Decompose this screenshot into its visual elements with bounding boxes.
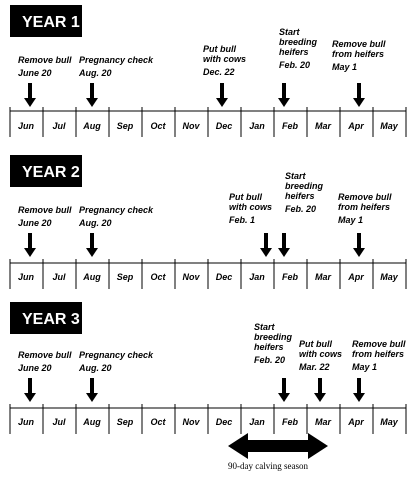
event-date: June 20 [18,68,52,78]
month-label: Dec [215,121,233,131]
event-label: Put bull [299,339,332,349]
year-3-event-pregnancy-check [78,350,154,373]
year-2-event-start-breeding-heifers [285,171,324,214]
event-date: Aug. 20 [79,363,112,373]
year-3-event-put-bull-with-cows [299,339,342,372]
event-date: June 20 [18,218,52,228]
year-3-arrow-remove-bull-heifers [353,378,365,402]
month-label: May [380,272,398,282]
event-label: Remove bull [352,339,406,349]
month-label: Jul [52,272,66,282]
month-label: Dec [215,417,233,427]
event-label: Remove bull [18,350,72,360]
month-label: May [380,121,398,131]
event-label: Remove bull [18,55,72,65]
year-2-event-pregnancy-check [78,205,154,228]
month-label: Jan [249,417,265,427]
event-label: Start [279,27,300,37]
year-3-event-remove-bull-from-heifers [352,339,406,372]
year-1-arrow-remove-bull [24,83,36,107]
month-label: Apr [348,417,364,427]
year-1-event-start-breeding-heifers [279,27,318,70]
month-label: Jan [249,121,265,131]
event-label: from heifers [352,349,405,359]
year-1-event-put-bull-with-cows [203,44,246,77]
year-1-timeline [10,107,406,137]
month-label: Feb [281,272,299,282]
event-label: Remove bull [332,39,386,49]
event-label: Remove bull [338,192,392,202]
year-2-arrow-pregnancy-check [86,233,98,257]
month-label: Sep [116,272,134,282]
event-label: with cows [299,349,343,359]
month-label: Aug [83,121,101,131]
event-date: Aug. 20 [79,68,112,78]
month-label: Apr [348,121,364,131]
year-2-arrow-remove-bull [24,233,36,257]
year-3-arrow-remove-bull [24,378,36,402]
year-1-arrow-pregnancy-check [86,83,98,107]
year-3-panel [10,302,406,471]
event-date: May 1 [338,215,364,225]
year-2-panel [10,155,406,289]
year-2-event-put-bull-with-cows [229,192,272,225]
month-label: Apr [348,272,364,282]
year-1-arrow-start-breeding [278,83,290,107]
month-label: Oct [150,121,166,131]
event-date: May 1 [352,362,378,372]
year-2-arrow-start-breeding [278,233,290,257]
month-label: Mar [314,272,332,282]
calving-season-double-arrow [228,433,328,459]
event-date: Feb. 20 [279,60,311,70]
month-label: Jun [17,272,35,282]
year-2-timeline [10,259,406,289]
year-1-event-remove-bull-from-heifers [332,39,386,72]
event-label: with cows [229,202,273,212]
event-date: Aug. 20 [79,218,112,228]
event-label: breeding [285,181,324,191]
event-date: Feb. 20 [285,204,317,214]
event-label: Pregnancy check [79,55,154,65]
month-label: Nov [182,121,200,131]
event-label: breeding [279,37,318,47]
month-label: Feb [281,417,299,427]
year-1-arrow-remove-bull-heifers [353,83,365,107]
event-label: from heifers [338,202,391,212]
event-label: Put bull [229,192,262,202]
month-label: Jul [52,121,66,131]
event-date: June 20 [18,363,52,373]
month-label: Jun [17,121,35,131]
year-1-title: YEAR 1 [22,14,80,31]
year-3-event-start-breeding-heifers [254,322,293,365]
event-date: Dec. 22 [203,67,235,77]
year-3-arrow-put-bull [314,378,326,402]
month-label: Oct [150,272,166,282]
event-label: Start [254,322,275,332]
event-date: Feb. 20 [254,355,286,365]
year-2-event-remove-bull [18,205,72,228]
year-3-event-remove-bull [18,350,72,373]
year-1-event-remove-bull [18,55,72,78]
event-label: Start [285,171,306,181]
year-3-arrow-pregnancy-check [86,378,98,402]
calving-season-caption: 90-day calving season [228,461,308,471]
event-date: Feb. 1 [229,215,256,225]
event-label: breeding [254,332,293,342]
year-2-title: YEAR 2 [22,164,80,181]
event-label: from heifers [332,49,385,59]
year-1-panel [10,5,406,137]
month-label: Nov [182,417,200,427]
year-1-arrow-put-bull [216,83,228,107]
month-label: Jan [249,272,265,282]
event-label: heifers [254,342,284,352]
event-label: Put bull [203,44,236,54]
month-label: Mar [314,121,332,131]
year-3-title: YEAR 3 [22,311,80,328]
year-1-event-pregnancy-check [78,55,154,78]
event-label: Remove bull [18,205,72,215]
month-label: Sep [116,121,134,131]
month-label: Nov [182,272,200,282]
event-label: heifers [285,191,315,201]
event-label: heifers [279,47,309,57]
month-label: Mar [314,417,332,427]
month-label: Jun [17,417,35,427]
event-label: with cows [203,54,247,64]
month-label: Jul [52,417,66,427]
event-date: May 1 [332,62,358,72]
month-label: May [380,417,398,427]
event-label: Pregnancy check [79,350,154,360]
month-label: Oct [150,417,166,427]
month-label: Sep [116,417,134,427]
year-3-arrow-start-breeding [278,378,290,402]
year-2-event-remove-bull-from-heifers [338,192,392,225]
year-3-timeline [10,404,406,434]
month-label: Aug [83,417,101,427]
year-2-arrow-put-bull [260,233,272,257]
month-label: Feb [281,121,299,131]
month-label: Aug [83,272,101,282]
event-label: Pregnancy check [79,205,154,215]
year-2-arrow-remove-bull-heifers [353,233,365,257]
event-date: Mar. 22 [299,362,330,372]
month-label: Dec [215,272,233,282]
